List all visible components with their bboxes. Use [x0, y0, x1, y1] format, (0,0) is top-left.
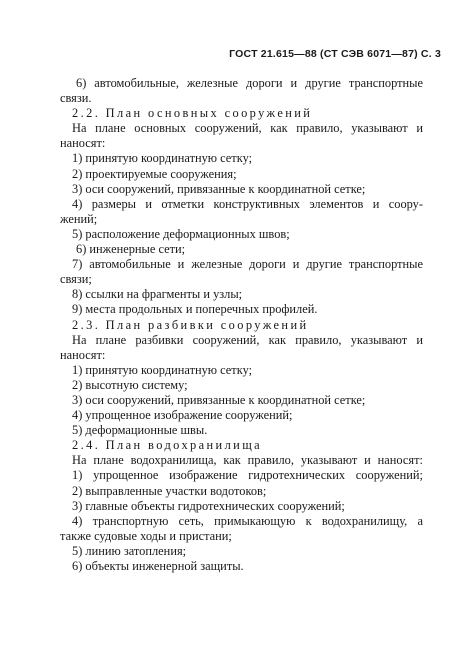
text-line: связи; — [60, 272, 92, 287]
text-line: наносят: — [60, 136, 106, 151]
text-line: 2) проектируемые сооружения; — [72, 166, 237, 181]
text-line: 6) инженерные сети; — [76, 242, 186, 257]
text-line: 4) упрощенное изображение сооружений; — [72, 408, 293, 423]
text-line: 2.4. План водохранилища — [72, 438, 263, 453]
text-line: 5) линию затопления; — [72, 543, 187, 558]
text-line: 7) автомобильные и железные дороги и другие транспортные — [72, 257, 423, 272]
text-line: 2.3. План разбивки сооружений — [72, 317, 309, 332]
text-line: 9) места продольных и поперечных профилей. — [72, 302, 318, 317]
text-line: связи. — [60, 91, 92, 106]
text-line: 1) принятую координатную сетку; — [72, 362, 253, 377]
text-line: 8) ссылки на фрагменты и узлы; — [72, 287, 243, 302]
text-line: 1) упрощенное изображение гидротехнических сооружений; — [72, 468, 423, 483]
text-line: На плане основных сооружений, как правило, указывают и — [72, 121, 423, 136]
text-line: 6) автомобильные, железные дороги и другие транспортные — [76, 76, 423, 90]
text-line: На плане разбивки сооружений, как правило, указывают и — [72, 332, 423, 347]
text-line: 3) оси сооружений, привязанные к координатной сетке; — [72, 181, 366, 196]
text-line: 3) оси сооружений, привязанные к координатной сетке; — [72, 392, 366, 407]
text-line: жений; — [60, 211, 98, 226]
text-line: На плане водохранилища, как правило, указывают и наносят: — [72, 453, 423, 468]
text-line: 1) принятую координатную сетку; — [72, 151, 253, 166]
text-line: 5) расположение деформационных швов; — [72, 226, 290, 241]
text-line: 2) выправленные участки водотоков; — [72, 483, 267, 498]
document-body — [60, 76, 423, 574]
text-line: также судовые ходы и пристани; — [60, 528, 232, 543]
text-line: наносят: — [60, 347, 106, 362]
text-line: 5) деформационные швы. — [72, 423, 208, 438]
text-line: 3) главные объекты гидротехнических сооружений; — [72, 498, 345, 513]
text-line: 2.2. План основных сооружений — [72, 106, 313, 121]
page-header: ГОСТ 21.615—88 (СТ СЭВ 6071—87) С. 3 — [229, 48, 441, 60]
text-line: 4) транспортную сеть, примыкающую к водохранилищу, а — [72, 513, 423, 528]
text-line: 4) размеры и отметки конструктивных элементов и соору- — [72, 196, 423, 211]
text-line: 2) высотную систему; — [72, 377, 188, 392]
text-line: 6) объекты инженерной защиты. — [72, 559, 244, 573]
